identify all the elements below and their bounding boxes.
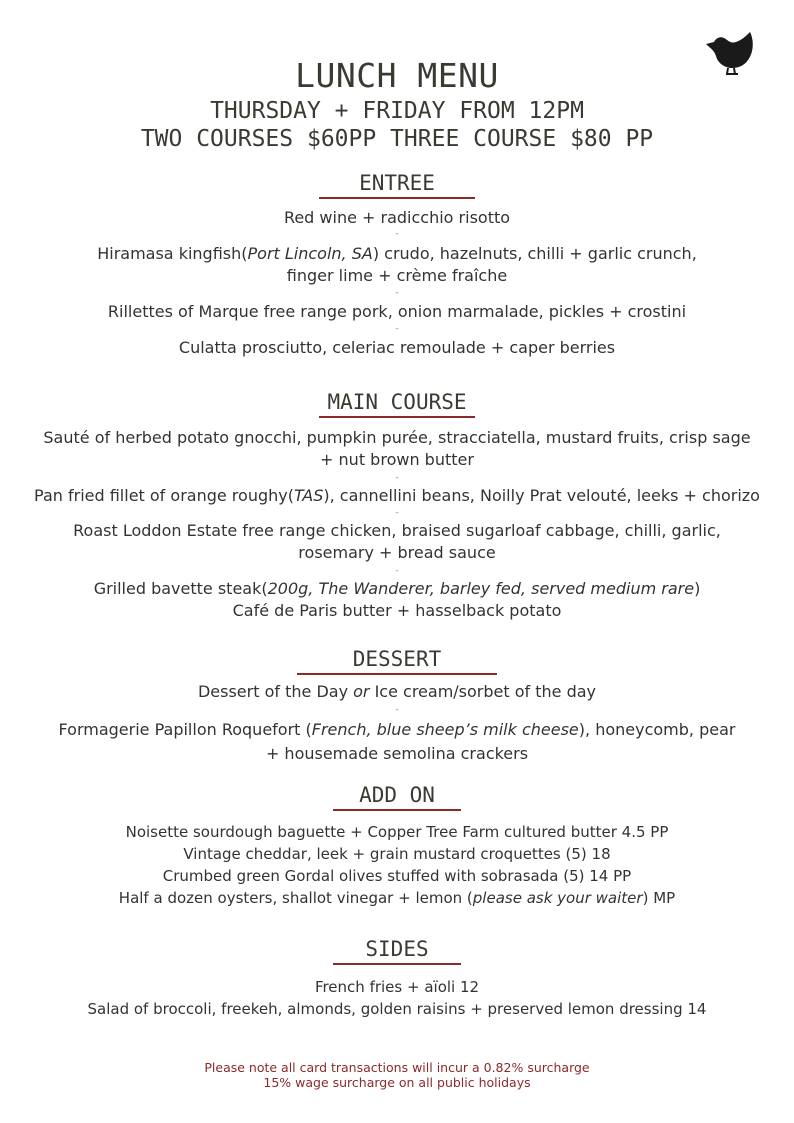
entree-item-kingfish: [0, 243, 794, 265]
dessert-item-day-part1: Dessert of the Day: [197, 682, 354, 701]
dessert-item-day: [0, 681, 794, 703]
sides-item-fries: French fries + aïoli 12: [314, 978, 480, 996]
entree-heading-label: ENTREE: [319, 170, 475, 199]
section-heading-addon: [0, 782, 794, 811]
dessert-separator-1: -: [395, 705, 399, 715]
main-item-chicken-line2: rosemary + bread sauce: [298, 543, 496, 562]
entree-separator-3: -: [395, 324, 399, 334]
main-item-steak: [0, 578, 794, 600]
addon-item-oysters: [0, 887, 794, 909]
entree-item-rillettes: Rillettes of Marque free range pork, onion marmalade, pickles + crostini: [107, 302, 687, 321]
dessert-item-day-part2: Ice cream/sorbet of the day: [369, 682, 597, 701]
main-item-steak-detail: 200g, The Wanderer, barley fed, served medium rare: [267, 579, 695, 598]
entree-item-prosciutto: Culatta prosciutto, celeriac remoulade + caper berries: [178, 338, 616, 357]
main-item-steak-part2: ): [694, 579, 701, 598]
sides-item-salad: Salad of broccoli, freekeh, almonds, golden raisins + preserved lemon dressing 14: [87, 1000, 707, 1018]
dessert-item-roquefort-part1: Formagerie Papillon Roquefort (: [58, 720, 312, 739]
dessert-item-roquefort-part2: ), honeycomb, pear: [578, 720, 736, 739]
entree-item-kingfish-part2: ) crudo, hazelnuts, chilli + garlic crunch,: [372, 244, 697, 263]
addon-item-oysters-part2: ) MP: [642, 889, 676, 907]
menu-title: LUNCH MENU: [295, 56, 499, 95]
addon-item-olives: Crumbed green Gordal olives stuffed with sobrasada (5) 14 PP: [162, 867, 632, 885]
footer-holiday-surcharge: 15% wage surcharge on all public holidays: [263, 1075, 531, 1090]
main-separator-2: -: [395, 508, 399, 518]
addon-item-oysters-part1: Half a dozen oysters, shallot vinegar + lemon (: [118, 889, 473, 907]
main-item-gnocchi-line2: + nut brown butter: [320, 450, 474, 469]
section-heading-sides: [0, 936, 794, 965]
main-separator-3: -: [395, 566, 399, 576]
main-item-roughy-origin: TAS: [293, 486, 324, 505]
entree-separator-2: -: [395, 288, 399, 298]
main-item-steak-line2: Café de Paris butter + hasselback potato: [232, 601, 562, 620]
addon-item-oysters-note: please ask your waiter: [472, 889, 643, 907]
entree-item-risotto: Red wine + radicchio risotto: [283, 208, 511, 227]
main-separator-1: -: [395, 473, 399, 483]
menu-days: THURSDAY + FRIDAY FROM 12PM: [210, 98, 584, 124]
main-item-chicken: Roast Loddon Estate free range chicken, braised sugarloaf cabbage, chilli, garlic,: [73, 521, 721, 540]
sides-heading-label: SIDES: [333, 936, 461, 965]
entree-item-kingfish-line2: finger lime + crème fraîche: [286, 266, 508, 285]
section-heading-entree: [0, 170, 794, 199]
dessert-item-roquefort: [0, 719, 794, 741]
entree-item-kingfish-part1: Hiramasa kingfish(: [97, 244, 248, 263]
entree-separator-1: -: [395, 229, 399, 239]
main-item-gnocchi: Sauté of herbed potato gnocchi, pumpkin purée, stracciatella, mustard fruits, crisp sage: [43, 428, 751, 447]
dessert-item-roquefort-detail: French, blue sheep’s milk cheese: [311, 720, 579, 739]
addon-item-croquettes: Vintage cheddar, leek + grain mustard croquettes (5) 18: [183, 845, 611, 863]
section-heading-dessert: [0, 646, 794, 675]
main-item-roughy-part1: Pan fried fillet of orange roughy(: [34, 486, 294, 505]
dessert-heading-label: DESSERT: [297, 646, 497, 675]
menu-pricing: TWO COURSES $60PP THREE COURSE $80 PP: [140, 126, 654, 152]
dessert-item-roquefort-line2: + housemade semolina crackers: [265, 744, 529, 763]
main-heading-label: MAIN COURSE: [319, 389, 475, 418]
section-heading-main: [0, 389, 794, 418]
footer-card-surcharge: Please note all card transactions will incur a 0.82% surcharge: [204, 1060, 590, 1075]
addon-heading-label: ADD ON: [333, 782, 461, 811]
entree-item-kingfish-origin: Port Lincoln, SA: [247, 244, 373, 263]
main-item-roughy: [0, 485, 794, 507]
main-item-roughy-part2: ), cannellini beans, Noilly Prat velouté, leeks + chorizo: [323, 486, 760, 505]
addon-item-baguette: Noisette sourdough baguette + Copper Tree Farm cultured butter 4.5 PP: [125, 823, 669, 841]
main-item-steak-part1: Grilled bavette steak(: [93, 579, 268, 598]
dessert-item-day-or: or: [353, 682, 370, 701]
